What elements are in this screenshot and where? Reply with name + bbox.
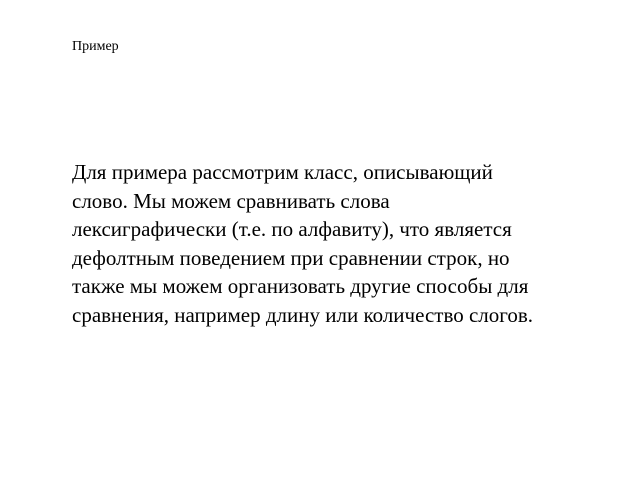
slide-title: Пример [72,39,119,54]
body-line: Для примера рассмотрим класс, описывающий [72,160,493,184]
body-line: лексиграфически (т.е. по алфавиту), что является [72,217,512,241]
body-line: дефолтным поведением при сравнении строк, но [72,245,510,270]
body-line: слово. Мы можем сравнивать слова [72,188,390,213]
slide-body-text [72,158,612,329]
body-line: сравнения, например длину или количество слогов. [72,302,534,327]
body-line: также мы можем организовать другие способы для [72,274,529,298]
